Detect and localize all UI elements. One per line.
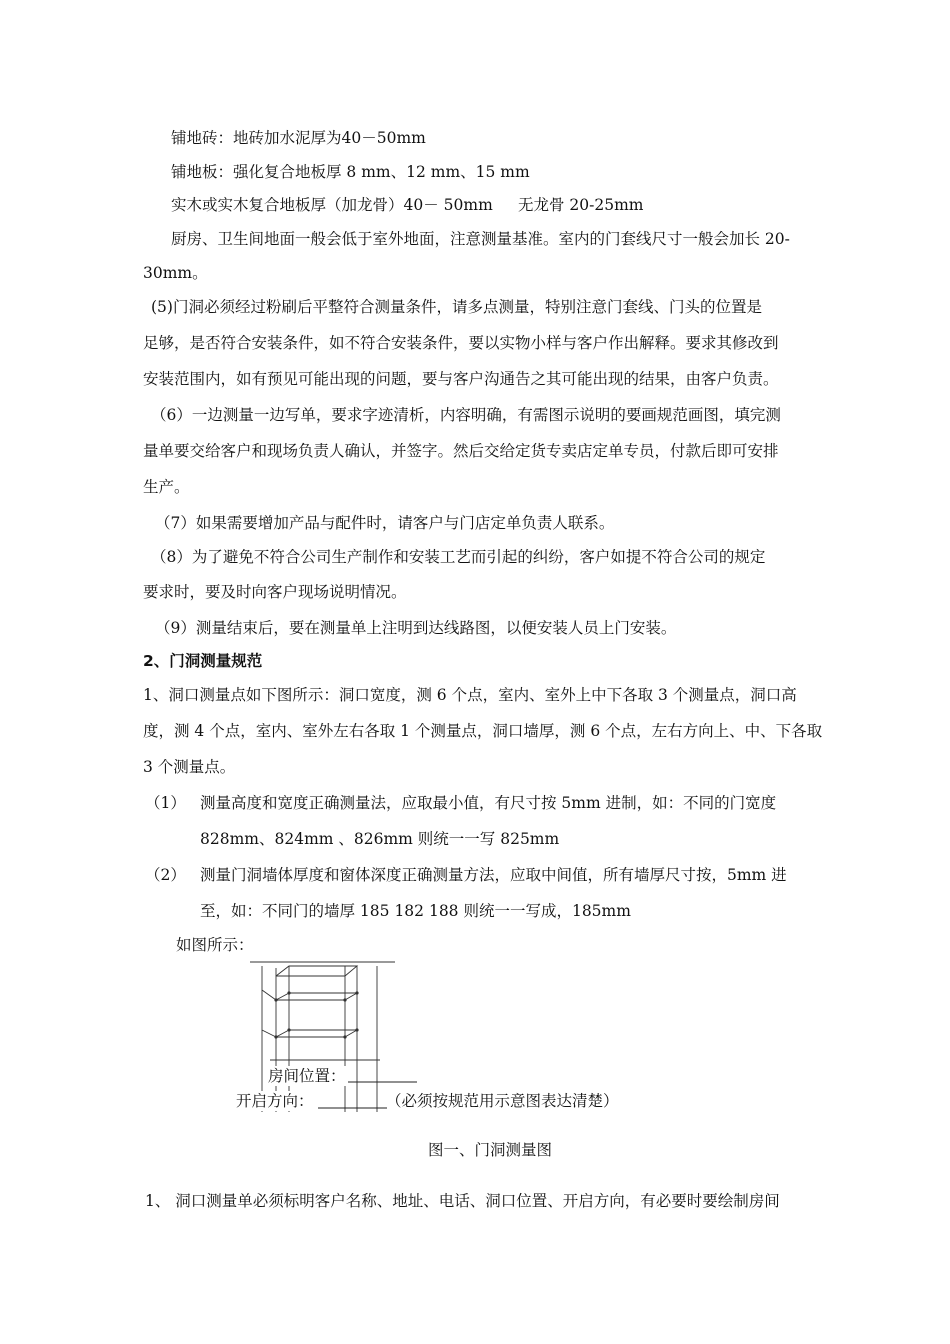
text-line: 3 个测量点。	[143, 758, 236, 776]
text-line: 828mm、824mm 、826mm 则统一一写 825mm	[200, 830, 560, 848]
text-line: 测量门洞墙体厚度和窗体深度正确测量方法，应取中间值，所有墙厚尺寸按，5mm 进	[200, 866, 787, 884]
text-line: 1、洞口测量点如下图所示：洞口宽度，测 6 个点，室内、室外上中下各取 3 个测量点，洞口高	[143, 686, 797, 704]
text-line: 至，如：不同门的墙厚 185 182 188 则统一一写成，185mm	[200, 902, 631, 920]
figure-intro: 如图所示：	[176, 936, 254, 954]
text-line: （9）测量结束后，要在测量单上注明到达线路图，以便安装人员上门安装。	[155, 619, 677, 637]
list-number: （1）	[145, 794, 186, 812]
text-line: 厨房、卫生间地面一般会低于室外地面，注意测量基准。室内的门套线尺寸一般会加长 20-	[171, 230, 790, 248]
opening-direction-label: 开启方向：	[236, 1092, 314, 1110]
text-line: （7）如果需要增加产品与配件时，请客户与门店定单负责人联系。	[155, 514, 615, 532]
text-line: 度，测 4 个点，室内、室外左右各取 1 个测量点，洞口墙厚，测 6 个点，左右方向上、中、下各取	[143, 722, 823, 740]
text-line: （8）为了避免不符合公司生产制作和安装工艺而引起的纠纷，客户如提不符合公司的规定	[151, 548, 766, 566]
list-number: （2）	[145, 866, 186, 884]
figure-caption: 图一、门洞测量图	[428, 1141, 553, 1159]
text-line: 1、 洞口测量单必须标明客户名称、地址、电话、洞口位置、开启方向，有必要时要绘制房间	[145, 1192, 780, 1210]
section-heading: 2、门洞测量规范	[143, 652, 263, 670]
text-line: 30mm。	[143, 264, 208, 282]
text-line: 要求时，要及时向客户现场说明情况。	[143, 583, 407, 601]
text-line: 安装范围内，如有预见可能出现的问题，要与客户沟通告之其可能出现的结果，由客户负责。	[143, 370, 779, 388]
opening-direction-note: （必须按规范用示意图表达清楚）	[386, 1092, 619, 1110]
text-line: 无龙骨 20-25mm	[518, 196, 644, 214]
text-line: 足够，是否符合安装条件，如不符合安装条件，要以实物小样与客户作出解释。要求其修改到	[143, 334, 779, 352]
text-line: 测量高度和宽度正确测量法，应取最小值，有尺寸按 5mm 进制，如：不同的门宽度	[200, 794, 777, 812]
text-line: 生产。	[143, 478, 190, 496]
text-line: 量单要交给客户和现场负责人确认，并签字。然后交给定货专卖店定单专员，付款后即可安排	[143, 442, 779, 460]
text-line: （6）一边测量一边写单，要求字迹清析，内容明确，有需图示说明的要画规范画图，填完测	[151, 406, 781, 424]
text-line: 铺地砖：地砖加水泥厚为40－50mm	[171, 129, 426, 147]
text-line: (5)门洞必须经过粉刷后平整符合测量条件，请多点测量，特别注意门套线、门头的位置是	[151, 298, 762, 316]
text-line: 实木或实木复合地板厚（加龙骨）40－ 50mm	[171, 196, 493, 214]
room-position-label: 房间位置：	[268, 1067, 346, 1085]
text-line: 铺地板：强化复合地板厚 8 mm、12 mm、15 mm	[171, 163, 530, 181]
